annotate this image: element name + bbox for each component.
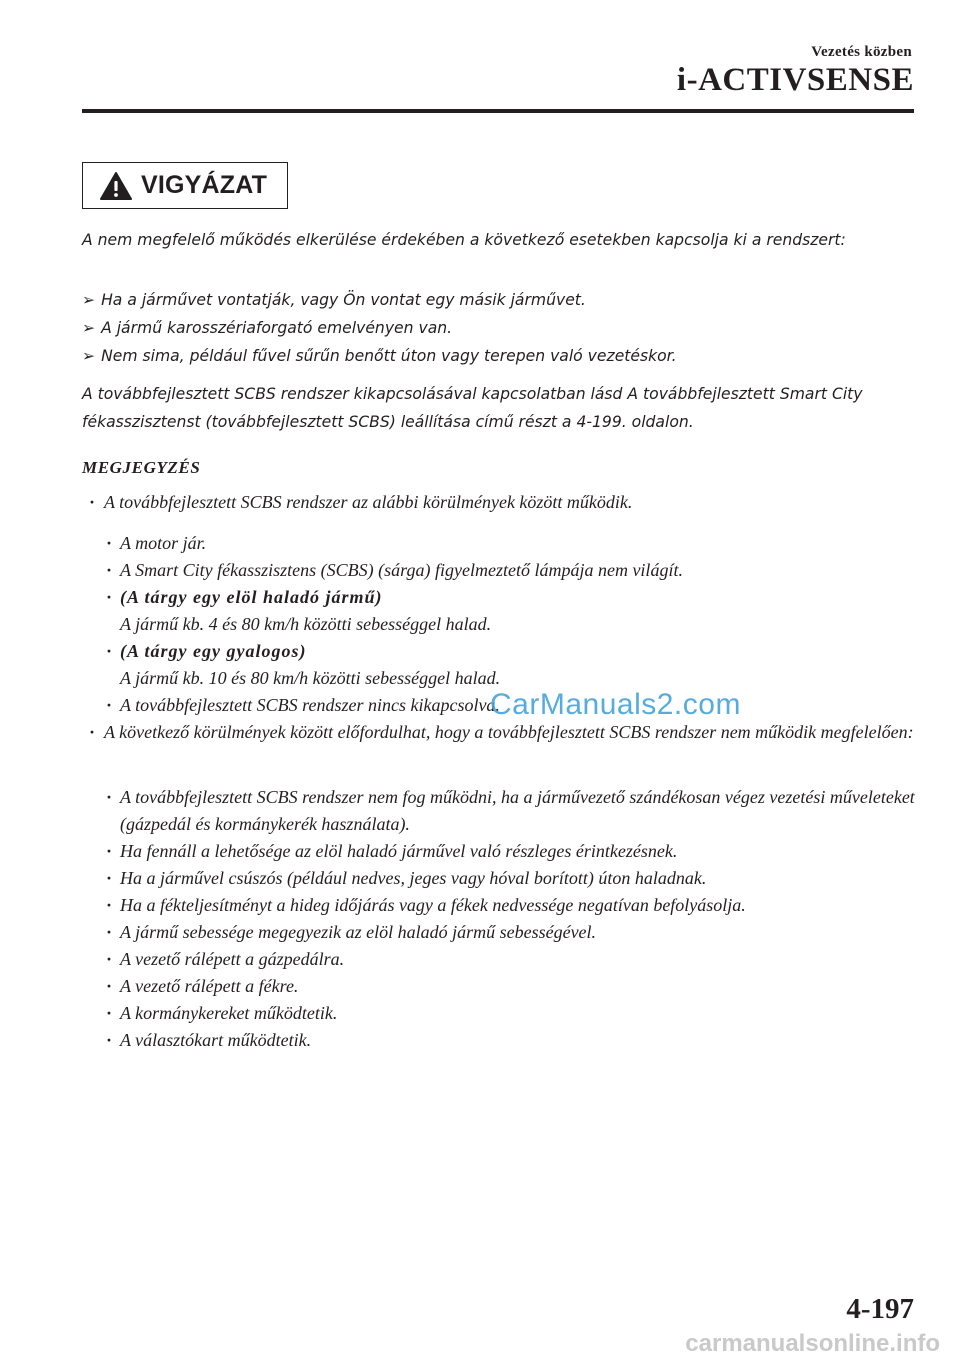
condition-item: · (A tárgy egy elöl haladó jármű) A jármű kb. 4 és 80 km/h közötti sebességgel halad.: [82, 584, 922, 638]
warning-item: ➢ Ha a járművet vontatják, vagy Ön vontat egy másik járművet.: [82, 286, 912, 314]
warning-intro: A nem megfelelő működés elkerülése érdekében a következő esetekben kapcsolja ki a rendszert:: [82, 231, 846, 249]
warning-item: ➢ A jármű karosszériaforgató emelvényen van.: [82, 314, 912, 342]
limitation-item: · A vezető rálépett a gázpedálra.: [82, 946, 922, 973]
limitation-item: · A jármű sebessége megegyezik az elöl haladó jármű sebességével.: [82, 919, 922, 946]
bullet-dot: ·: [106, 976, 113, 996]
limitation-item: · A választókart működtetik.: [82, 1027, 922, 1054]
limitation-item: · A kormánykereket működtetik.: [82, 1000, 922, 1027]
chapter-header: Vezetés közben: [811, 44, 912, 60]
arrow-bullet-icon: ➢: [82, 319, 96, 337]
warning-list: [82, 286, 912, 370]
limitation-item: · Ha fennáll a lehetősége az elöl haladó járművel való részleges érintkezésnek.: [82, 838, 922, 865]
bullet-dot: ·: [106, 868, 113, 888]
watermark-footer: carmanualsonline.info: [685, 1330, 940, 1357]
limitation-item: · Ha a fékteljesítményt a hideg időjárás vagy a fékek nedvessége negatívan befolyásolja.: [82, 892, 922, 919]
warning-item: ➢ Nem sima, például fűvel sűrűn benőtt úton vagy terepen való vezetéskor.: [82, 342, 912, 370]
bullet-dot: ·: [106, 1003, 113, 1023]
warning-reference: A továbbfejlesztett SCBS rendszer kikapcsolásával kapcsolatban lásd A továbbfejlesztett Smart City fékasszisztenst (továbbfejlesztett SCBS) leállítása című részt a 4-199. oldalon.: [82, 385, 863, 431]
warning-triangle-icon: [99, 171, 133, 201]
arrow-bullet-icon: ➢: [82, 347, 96, 365]
bullet-dot: ·: [106, 533, 113, 553]
bullet-dot: ·: [106, 787, 113, 807]
bullet-dot: ·: [106, 587, 113, 607]
note-limitations-block: [82, 784, 922, 1054]
limitation-item: · Ha a járművel csúszós (például nedves, jeges vagy hóval borított) úton haladnak.: [82, 865, 922, 892]
warning-box: [82, 162, 288, 209]
watermark-overlay: CarManuals2.com: [490, 688, 741, 721]
condition-item: · (A tárgy egy gyalogos) A jármű kb. 10 és 80 km/h közötti sebességgel halad.: [82, 638, 922, 692]
condition-item: · A Smart City fékasszisztens (SCBS) (sárga) figyelmeztető lámpája nem világít.: [82, 557, 922, 584]
section-title: i-ACTIVSENSE: [676, 62, 914, 98]
condition-item: · A továbbfejlesztett SCBS rendszer nincs kikapcsolva.: [82, 692, 922, 719]
bullet-dot: ·: [106, 695, 113, 715]
bullet-dot: ·: [106, 560, 113, 580]
bullet-dot: ·: [106, 641, 113, 661]
header-rule: [82, 109, 914, 113]
note-list-item: · A következő körülmények között előfordulhat, hogy a továbbfejlesztett SCBS rendszer nem működik megfelelően:: [82, 719, 922, 746]
bullet-dot: ·: [106, 949, 113, 969]
condition-heading: (A tárgy egy gyalogos): [120, 641, 307, 661]
bullet-dot: ·: [106, 841, 113, 861]
limitation-item: · A továbbfejlesztett SCBS rendszer nem fog működni, ha a járművezető szándékosan végez vezetési műveleteket (gázpedál és kormánykerék használata).: [82, 784, 922, 838]
note-list-item: · A továbbfejlesztett SCBS rendszer az alábbi körülmények között működik.: [82, 489, 922, 516]
condition-heading: (A tárgy egy elöl haladó jármű): [120, 587, 383, 607]
bullet-dot: ·: [106, 922, 113, 942]
warning-label: VIGYÁZAT: [141, 171, 268, 199]
arrow-bullet-icon: ➢: [82, 291, 96, 309]
bullet-dot: ·: [106, 1030, 113, 1050]
bullet-dot: ·: [89, 722, 96, 742]
note-operates-block: [82, 489, 922, 516]
bullet-dot: ·: [106, 895, 113, 915]
note-title: MEGJEGYZÉS: [82, 458, 201, 477]
page-number: 4-197: [846, 1293, 914, 1325]
condition-item: · A motor jár.: [82, 530, 922, 557]
limitation-item: · A vezető rálépett a fékre.: [82, 973, 922, 1000]
bullet-dot: ·: [89, 492, 96, 512]
